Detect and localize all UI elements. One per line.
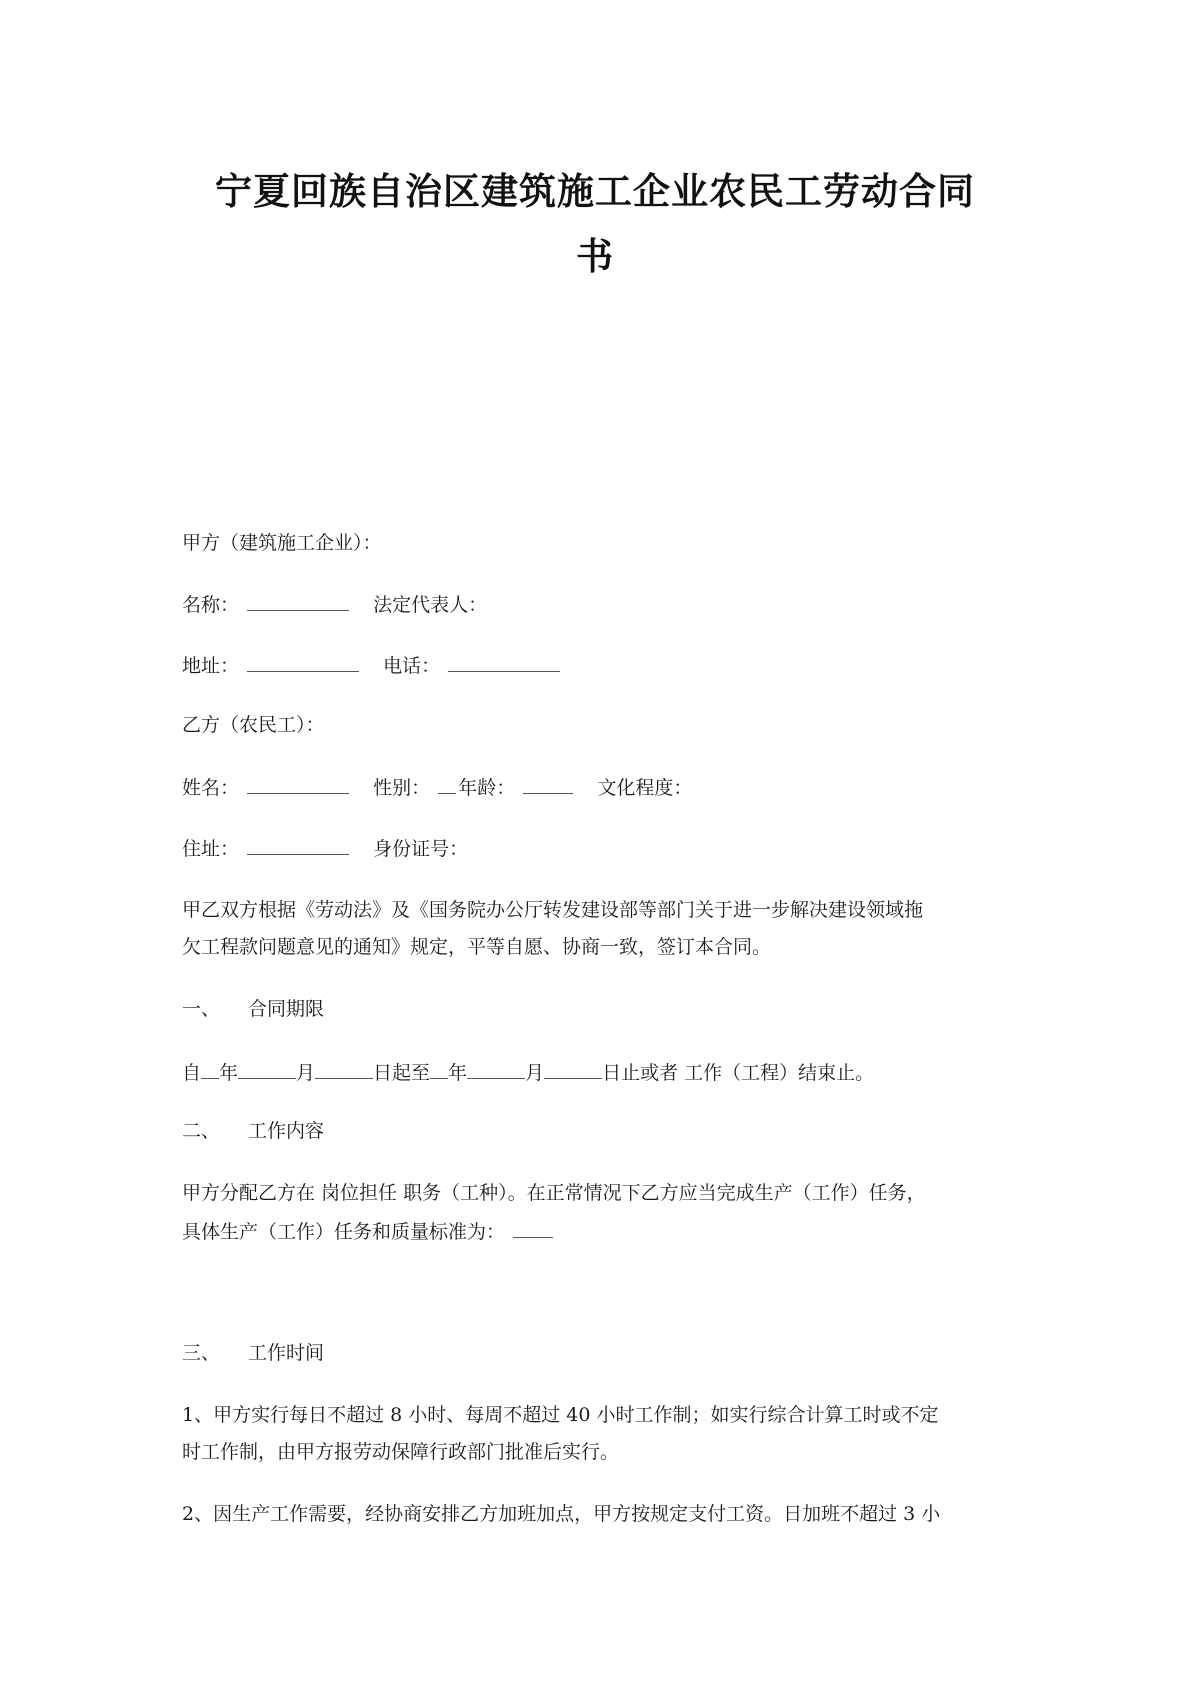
section-number: 三、 xyxy=(182,1342,221,1364)
document-title-continuation: 书 xyxy=(576,235,614,278)
end-year-blank[interactable] xyxy=(430,1062,448,1079)
party-a-name-row xyxy=(182,594,487,615)
residence-blank[interactable] xyxy=(247,838,349,855)
section-number: 一、 xyxy=(182,998,221,1020)
start-year-blank[interactable] xyxy=(201,1062,219,1079)
worker-name-label: 姓名： xyxy=(182,777,240,799)
work-content-line-2 xyxy=(182,1221,555,1242)
month-label: 月 xyxy=(525,1062,545,1084)
education-label: 文化程度： xyxy=(597,777,693,799)
start-day-blank[interactable] xyxy=(315,1062,373,1079)
end-month-blank[interactable] xyxy=(467,1062,525,1079)
address-label: 地址： xyxy=(182,655,240,677)
section-title: 合同期限 xyxy=(248,998,325,1020)
year-label: 年 xyxy=(448,1062,468,1084)
section-number: 二、 xyxy=(182,1120,221,1142)
party-b-name-row xyxy=(182,777,692,798)
year-label: 年 xyxy=(219,1062,239,1084)
quality-standard-label: 具体生产（工作）任务和质量标准为： xyxy=(182,1221,506,1243)
phone-label: 电话： xyxy=(383,655,441,677)
party-a-heading: 甲方（建筑施工企业）： xyxy=(182,532,382,554)
month-label: 月 xyxy=(296,1062,316,1084)
residence-label: 住址： xyxy=(182,838,240,860)
gender-label: 性别： xyxy=(373,777,431,799)
term-end-text: 日止或者 工作（工程）结束止。 xyxy=(602,1062,875,1084)
end-day-blank[interactable] xyxy=(544,1062,602,1079)
gender-blank[interactable] xyxy=(438,777,456,794)
name-blank[interactable] xyxy=(247,594,349,611)
day-from-to-text: 日起至 xyxy=(373,1062,431,1084)
age-blank[interactable] xyxy=(523,777,573,794)
contract-term-row xyxy=(182,1062,874,1083)
worker-name-blank[interactable] xyxy=(247,777,349,794)
start-month-blank[interactable] xyxy=(238,1062,296,1079)
section-2-heading xyxy=(182,1122,324,1141)
preamble-line-2: 欠工程款问题意见的通知》规定，平等自愿、协商一致，签订本合同。 xyxy=(182,936,772,958)
work-hours-item-1-line-2: 时工作制，由甲方报劳动保障行政部门批准后实行。 xyxy=(182,1441,620,1463)
preamble-line-1: 甲乙双方根据《劳动法》及《国务院办公厅转发建设部等部门关于进一步解决建设领域拖 xyxy=(182,899,924,921)
work-content-line-1: 甲方分配乙方在 岗位担任 职务（工种）。在正常情况下乙方应当完成生产（工作）任务， xyxy=(182,1182,926,1204)
term-from-text: 自 xyxy=(182,1062,202,1084)
age-label: 年龄： xyxy=(458,777,516,799)
work-hours-item-2-line-1: 2、因生产工作需要，经协商安排乙方加班加点，甲方按规定支付工资。日加班不超过 3 小 xyxy=(182,1503,941,1525)
party-b-heading: 乙方（农民工）： xyxy=(182,714,325,736)
quality-standard-blank[interactable] xyxy=(513,1221,553,1238)
section-1-heading xyxy=(182,1000,324,1019)
address-blank[interactable] xyxy=(247,655,359,672)
document-title: 宁夏回族自治区建筑施工企业农民工劳动合同 xyxy=(215,170,975,213)
legal-rep-label: 法定代表人： xyxy=(373,594,488,616)
phone-blank[interactable] xyxy=(448,655,560,672)
section-3-heading xyxy=(182,1344,324,1363)
party-a-address-row xyxy=(182,655,562,676)
name-label: 名称： xyxy=(182,594,240,616)
id-number-label: 身份证号： xyxy=(373,838,469,860)
work-hours-item-1-line-1: 1、甲方实行每日不超过 8 小时、每周不超过 40 小时工作制；如实行综合计算工时或不定 xyxy=(182,1404,939,1426)
section-title: 工作时间 xyxy=(248,1342,325,1364)
section-title: 工作内容 xyxy=(248,1120,325,1142)
party-b-residence-row xyxy=(182,838,468,859)
